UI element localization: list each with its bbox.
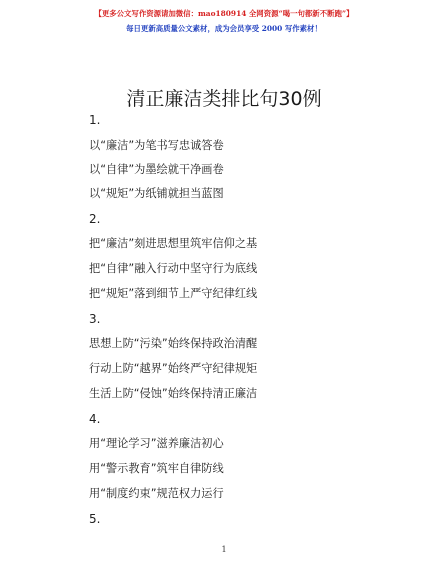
promo-banner-line-1: 【更多公文写作资源请加微信：mao180914 全网资源“喝一句都新不断跑”】 [94, 9, 354, 18]
sentence-line: 以“规矩”为纸铺就担当蓝图 [89, 187, 224, 200]
sentence-line: 以“廉洁”为笔书写忠诚答卷 [89, 139, 224, 152]
sentence-line: 把“自律”融入行动中坚守行为底线 [89, 262, 258, 275]
sentence-line: 行动上防“越界”始终严守纪律规矩 [89, 362, 258, 375]
sentence-line: 把“规矩”落到细节上严守纪律红线 [89, 287, 258, 300]
sentence-line: 思想上防“污染”始终保持政治清醒 [89, 337, 258, 350]
sentence-line: 把“廉洁”刻进思想里筑牢信仰之基 [89, 237, 258, 250]
section-number: 4. [89, 412, 101, 426]
page-number: 1 [221, 545, 227, 554]
section-number: 2. [89, 212, 101, 226]
sentence-line: 用“警示教育”筑牢自律防线 [89, 462, 224, 475]
document-title: 清正廉洁类排比句30例 [126, 88, 322, 110]
sentence-line: 生活上防“侵蚀”始终保持清正廉洁 [89, 387, 258, 400]
promo-banner-line-2: 每日更新高质量公文素材，成为会员享受 2000 写作素材！ [126, 24, 322, 33]
section-number: 5. [89, 512, 101, 526]
sentence-line: 用“制度约束”规范权力运行 [89, 487, 224, 500]
section-number: 3. [89, 312, 101, 326]
section-number: 1. [89, 113, 101, 127]
sentence-line: 用“理论学习”滋养廉洁初心 [89, 437, 224, 450]
sentence-line: 以“自律”为墨绘就干净画卷 [89, 163, 224, 176]
